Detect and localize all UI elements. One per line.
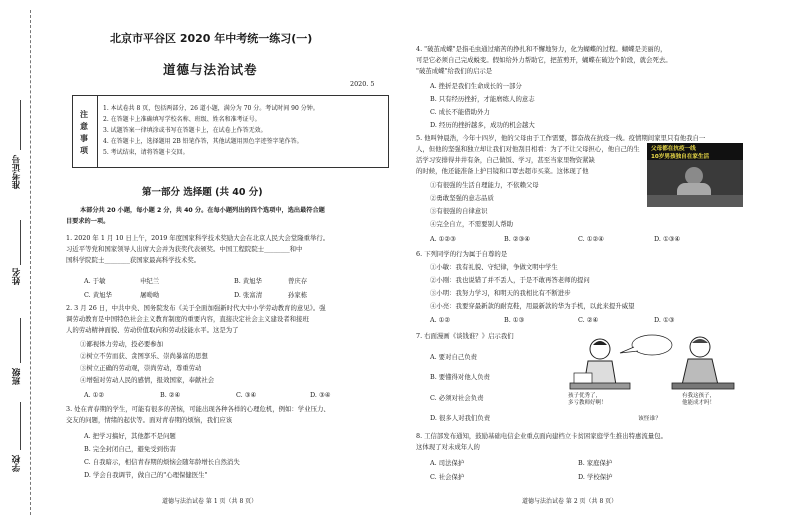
option-c[interactable]: C. 必须对社会负责 — [430, 394, 484, 402]
option-a[interactable]: A. ①② — [430, 316, 451, 324]
option-c[interactable]: C. 社会保护 — [430, 473, 465, 481]
question-stem: 8. 工信部发布通知，鼓励基础电信企业重点面向建档立卡贫困家庭学生推出特惠流量包。 — [416, 432, 667, 440]
option-b[interactable]: B. 家庭保护 — [578, 459, 613, 467]
question-stem: 3. 处在青春期的学生，可能有很多的苦恼，可能出现各种各样的心理危机，例如：学业压力、 — [66, 405, 330, 413]
notice-box — [72, 95, 389, 168]
question-stem: 6. 下列同学的行为属于自尊的是 — [416, 250, 508, 258]
option-c-extra: 屠呦呦 — [140, 291, 160, 299]
option-c[interactable]: C. 成长不能借助外力 — [430, 108, 490, 116]
notice-label-cell — [73, 96, 98, 167]
notice-item: 5. 考试结束，请将答题卡交回。 — [103, 149, 189, 156]
option-a[interactable]: A. 要对自己负责 — [430, 353, 478, 361]
option-d[interactable]: D. 经历的挫折越多，成功的机会越大 — [430, 121, 535, 129]
option-c[interactable]: C. 黄旭华 — [84, 291, 112, 299]
notice-item: 1. 本试卷共 8 页，包括两部分，26 道小题，满分为 70 分。考试时间 90 分钟。 — [103, 105, 319, 112]
name-blank — [20, 220, 21, 265]
question-stem: 2. 3 月 26 日，中共中央、国务院发布《关于全面加强新时代大中小学劳动教育的意见》。强 — [66, 304, 326, 312]
question-stem: 5. 他叫钟晨浩，今年十四岁，他的父母由于工作需要，都奋战在抗疫一线。疫情期间家里只有他我自一 — [416, 134, 706, 142]
photo-counter — [647, 195, 743, 207]
binding-line — [30, 10, 31, 515]
option-b[interactable]: B. ②④ — [160, 391, 181, 399]
question-stem: 国科学院院士________获国家最高科学技术奖。 — [66, 256, 201, 264]
option-b[interactable]: B. 要懂得对他人负责 — [430, 373, 490, 381]
question-stem: 的时候，他还能准备上护目镜和口罩去超市买菜。这体现了他 — [416, 167, 589, 175]
class-label: 班级 — [12, 368, 22, 385]
question-stem: 活学习安排得井井有条，自己做饭、学习，甚至当家里物资紧缺 — [416, 156, 595, 164]
statement-item: ②小刚：我也说错了并不丢人，于是不敢再答老师的提问 — [430, 276, 590, 284]
photo-caption: 10岁男孩独自在家生活 — [651, 154, 710, 160]
option-b[interactable]: B. ②③④ — [504, 235, 530, 243]
statement-item: ②树立不劳而获、贪图享乐、崇尚暴富的思想 — [80, 352, 208, 360]
statement-item: ③树立正确的劳动观，崇尚劳动，尊重劳动 — [80, 364, 202, 372]
statement-item: ①鄙视体力劳动，投必要参加 — [80, 340, 164, 348]
exam-subtitle: 道德与法治试卷 — [163, 62, 258, 77]
cartoon-caption: 有我这孩子， — [682, 393, 716, 399]
news-photo — [647, 143, 743, 207]
option-a[interactable]: A. 司法保护 — [430, 459, 465, 467]
option-d[interactable]: D. ③④ — [310, 391, 331, 399]
question-stem: "破茧成蝶"给我们的启示是 — [416, 67, 493, 75]
notice-item: 4. 在答题卡上，选择题用 2B 铅笔作答，其他试题用黑色字迹签字笔作答。 — [103, 138, 303, 145]
exam-title: 北京市平谷区 2020 年中考统一练习(一) — [110, 32, 313, 45]
question-stem: 1. 2020 年 1 月 10 日上午，2019 年度国家科学技术奖励大会在北京人民大会堂隆重举行。 — [66, 234, 330, 242]
option-d[interactable]: D. ①③ — [654, 316, 675, 324]
option-d[interactable]: D. 学校保护 — [578, 473, 613, 481]
question-stem: 交友的问题，情绪的起伏等。面对青春期的烦恼，我们应该 — [66, 416, 233, 424]
option-a[interactable]: A. 把学习搞好，其他都不是问题 — [84, 432, 176, 440]
notice-item: 3. 试题答案一律填涂或书写在答题卡上，在试卷上作答无效。 — [103, 127, 267, 134]
name-label: 姓名 — [12, 268, 22, 285]
option-c[interactable]: C. ③④ — [236, 391, 257, 399]
notice-item: 2. 在答题卡上准确填写学校名称、班级、姓名和准考证号。 — [103, 116, 261, 123]
option-d-extra: 孙家栋 — [288, 291, 308, 299]
exam-date: 2020. 5 — [350, 80, 375, 88]
option-d[interactable]: D. 很多人对我们负责 — [430, 414, 491, 422]
option-b[interactable]: B. 黄旭华 — [234, 277, 262, 285]
option-b[interactable]: B. 只有经历挫折，才能磨练人的意志 — [430, 95, 535, 103]
cartoon-caption: 孩子优秀了， — [568, 393, 602, 399]
option-d[interactable]: D. 张富清 — [234, 291, 263, 299]
part1-title: 第一部分 选择题 (共 40 分) — [142, 187, 263, 198]
statement-item: ④小亮：我要穿最新款的耐克鞋，用最新款的华为手机，以此来提升威望 — [430, 302, 635, 310]
school-blank — [20, 402, 21, 450]
option-d[interactable]: D. ①③④ — [654, 235, 681, 243]
part1-intro: 目要求的一项。 — [66, 218, 110, 225]
statement-item: ①有很强的生活自理能力，不依赖父母 — [430, 181, 539, 189]
option-a-extra: 申纪兰 — [140, 277, 160, 285]
part1-intro: 本部分共 20 小题，每小题 2 分，共 40 分。在每小题列出的四个选项中，选出最符合题 — [80, 207, 325, 214]
question-stem: 人，但他的坚强和独立却让我们对他刮目相看：为了不让父母担心，他自己的生 — [416, 145, 640, 153]
option-c[interactable]: C. 自我暗示，相信青春期的烦恼会随年龄增长自然消失 — [84, 458, 240, 466]
cartoon — [560, 327, 746, 427]
school-label: 学校 — [12, 455, 22, 472]
notice-char: 意 — [80, 122, 88, 131]
question-stem: 可是它必须自己完成蜕变。假如给外力帮助它，把茧剪开，蝴蝶在破边个阶段，就会死去。 — [416, 56, 672, 64]
option-a[interactable]: A. ①②③ — [430, 235, 456, 243]
statement-item: ④增强对劳动人民的感情，报效国家，奉献社会 — [80, 376, 215, 384]
page-footer: 道德与法治试卷 第 2 页（共 8 页） — [522, 498, 618, 505]
question-stem: 4. "破茧成蝶"是指毛虫通过痛苦的挣扎和不懈地努力，化为蝴蝶的过程。蝴蝶是美丽的， — [416, 45, 667, 53]
option-d[interactable]: D. 学会自我调节，做自己的"心理保健医生" — [84, 471, 208, 479]
statement-item: ④完全自立，不需要别人帮助 — [430, 220, 514, 228]
option-b[interactable]: B. 完全封闭自己，避免受到伤害 — [84, 445, 176, 453]
class-blank — [20, 318, 21, 363]
question-stem: 人的劳动精神面貌、劳动价值取向和劳动技能水平。这是为了 — [66, 326, 239, 334]
statement-item: ③小明：我努力学习，和明天的我相比有不断进步 — [430, 289, 571, 297]
cartoon-caption: 他能成才吗！ — [682, 400, 716, 406]
exam-number-label: 准考证号 — [12, 155, 22, 189]
option-a[interactable]: A. 挫折是我们生命成长的一部分 — [430, 82, 522, 90]
cartoon-title: 该怪谁？ — [638, 416, 662, 422]
option-a[interactable]: A. ①② — [84, 391, 105, 399]
page-footer: 道德与法治试卷 第 1 页（共 8 页） — [162, 498, 258, 505]
photo-caption: 父母都在抗疫一线 — [651, 146, 696, 152]
notice-char: 注 — [80, 110, 88, 119]
statement-item: ③有很强的自律意识 — [430, 207, 488, 215]
option-c[interactable]: C. ①②④ — [578, 235, 604, 243]
option-b-extra: 曾庆存 — [288, 277, 308, 285]
exam-number-blank — [20, 100, 21, 150]
question-stem: 7. 右面漫画《谈钱谁？》启示我们 — [416, 332, 514, 340]
option-b[interactable]: B. ①③ — [504, 316, 525, 324]
question-stem: 这体现了对未成年人的 — [416, 443, 480, 451]
cartoon-caption: 多亏教师好啊！ — [568, 400, 607, 406]
option-a[interactable]: A. 于敏 — [84, 277, 106, 285]
notice-char: 事 — [80, 134, 88, 143]
question-stem: 调劳动教育是中国特色社会主义教育制度的重要内容，直接决定社会主义建设者和接班 — [66, 315, 309, 323]
notice-char: 项 — [80, 146, 88, 155]
option-c[interactable]: C. ②④ — [578, 316, 599, 324]
statement-item: ①小敏：我有礼貌、守纪律，争做文明中学生 — [430, 263, 558, 271]
statement-item: ②勇敢坚强的意志品质 — [430, 194, 494, 202]
question-stem: 习近平等党和国家领导人出席大会并为获奖代表颁奖。中国工程院院士________和中 — [66, 245, 303, 253]
